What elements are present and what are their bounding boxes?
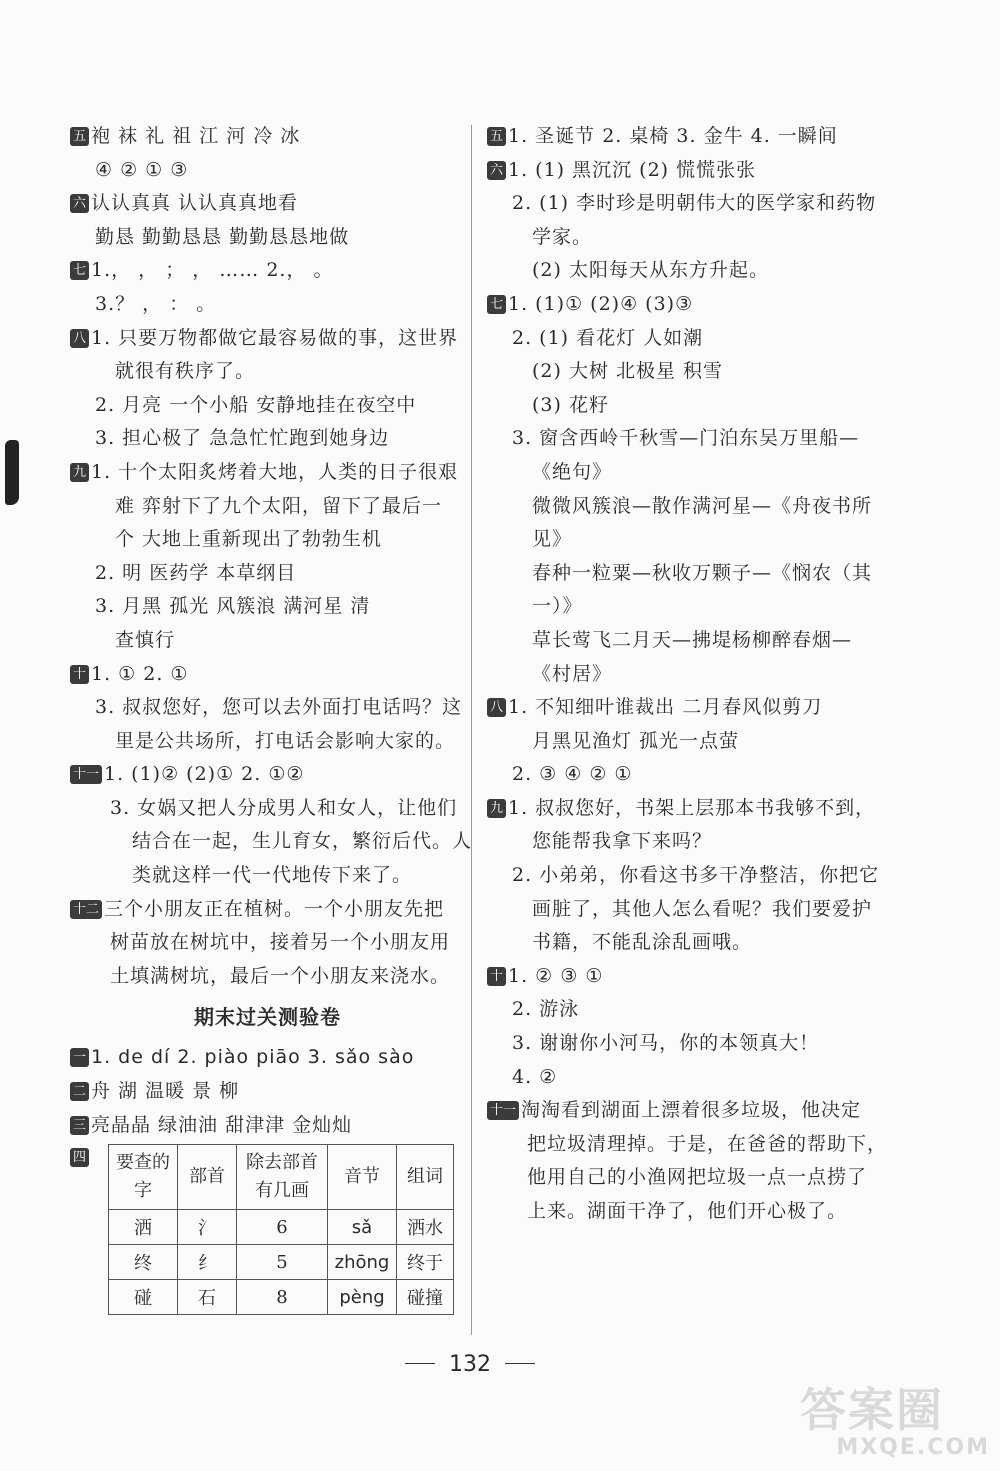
answer-line: 3.？ ， ： 。: [95, 292, 217, 315]
table-row: [109, 1210, 454, 1245]
answer-line: 2. (1) 看花灯 人如潮: [512, 326, 704, 349]
answer-line: 土填满树坑，最后一个小朋友来浇水。: [110, 964, 451, 987]
table-header-row: [109, 1145, 454, 1210]
table-header: 部首: [178, 1145, 237, 1210]
question-badge: 十: [70, 665, 89, 684]
table-header: 要查的字: [109, 1145, 178, 1210]
section-title: 期末过关测验卷: [194, 1005, 341, 1030]
radical-table: [108, 1144, 454, 1315]
answer-line: 六 认认真真 认认真真地看: [70, 187, 465, 221]
answer-line: 十二 三个小朋友正在植树。一个小朋友先把: [70, 893, 465, 927]
question-badge: 九: [487, 799, 506, 818]
answer-line: 上来。湖面干净了，他们开心极了。: [527, 1200, 848, 1222]
answer-line: 七 1. (1)① (2)④ (3)③: [487, 288, 927, 322]
answer-line: (2) 太阳每天从东方升起。: [532, 259, 769, 282]
answer-line: 一 1. de dí 2. piào piāo 3. sǎo sào: [70, 1041, 465, 1075]
question-badge: 六: [487, 161, 506, 180]
answer-line: 树苗放在树坑中，接着另一个小朋友用: [110, 931, 451, 954]
answer-line: 3. 月黑 孤光 风簇浪 满河星 清: [95, 595, 371, 618]
answer-line: 把垃圾清理掉。于是，在爸爸的帮助下，: [527, 1132, 888, 1155]
answer-line: 3. 窗含西岭千秋雪—门泊东吴万里船—: [512, 427, 860, 450]
question-badge: 八: [70, 329, 89, 348]
answer-line: 六 1. (1) 黑沉沉 (2) 慌慌张张: [487, 154, 927, 188]
answer-line: 书籍，不能乱涂乱画哦。: [532, 931, 753, 954]
table-cell: 纟: [178, 1245, 237, 1280]
page-number: 132: [0, 1352, 940, 1377]
answer-line: 他用自己的小渔网把垃圾一点一点捞了: [527, 1166, 868, 1189]
column-divider: [471, 125, 472, 1335]
question-badge: 七: [70, 261, 89, 280]
question-badge: 六: [70, 194, 89, 213]
question-badge: 十一: [70, 765, 102, 784]
answer-line: 八 1. 只要万物都做它最容易做的事，这世界: [70, 322, 465, 356]
answer-line: (3) 花籽: [532, 393, 609, 416]
table-cell: 洒水: [397, 1210, 454, 1245]
answer-line: 2. 游泳: [512, 998, 580, 1021]
answer-line: 3. 叔叔您好，您可以去外面打电话吗？这: [95, 696, 463, 719]
answer-line: 个 大地上重新现出了勃勃生机: [115, 528, 383, 551]
answer-line: 九 1. 十个太阳炙烤着大地，人类的日子很艰: [70, 456, 465, 490]
question-badge: 七: [487, 295, 506, 314]
answer-line: 一）》: [532, 595, 583, 618]
answer-line: (2) 大树 北极星 积雪: [532, 360, 724, 383]
question-badge: 一: [70, 1048, 89, 1067]
page-number-dash: [505, 1363, 535, 1365]
answer-line: 勤恳 勤勤恳恳 勤勤恳恳地做: [95, 225, 350, 248]
table-row: [109, 1245, 454, 1280]
table-cell: 6: [237, 1210, 328, 1245]
left-column: [70, 120, 473, 1315]
answer-line: 查慎行: [115, 628, 176, 651]
question-4-block: [70, 1144, 465, 1315]
answer-line: 2. 月亮 一个小船 安静地挂在夜空中: [95, 393, 417, 416]
answer-line: 里是公共场所，打电话会影响大家的。: [115, 729, 456, 752]
answer-line: 3. 担心极了 急急忙忙跑到她身边: [95, 427, 390, 450]
table-cell: 5: [237, 1245, 328, 1280]
answer-line: 类就这样一代一代地传下来了。: [132, 864, 413, 887]
question-badge: 五: [70, 127, 89, 146]
answer-line: 3. 谢谢你小河马，你的本领真大！: [512, 1032, 820, 1055]
table-cell: 氵: [178, 1210, 237, 1245]
answer-line: 五 1. 圣诞节 2. 桌椅 3. 金牛 4. 一瞬间: [487, 120, 927, 154]
answer-line: 2. 小弟弟，你看这书多干净整洁，你把它: [512, 864, 880, 887]
answer-line: 春种一粒粟—秋收万颗子—《悯农（其: [532, 561, 873, 584]
answer-line: 2. (1) 李时珍是明朝伟大的医学家和药物: [512, 192, 877, 215]
answer-line: 草长莺飞二月天—拂堤杨柳醉春烟—: [532, 628, 853, 651]
answer-line: 十一 淘淘看到湖面上漂着很多垃圾，他决定: [487, 1094, 927, 1128]
ink-mark: [5, 440, 19, 505]
answer-line: 2. ③ ④ ② ①: [512, 763, 633, 786]
question-badge: 九: [70, 463, 89, 482]
table-cell: 石: [178, 1280, 237, 1315]
table-cell: pèng: [328, 1280, 397, 1315]
answer-line: 三 亮晶晶 绿油油 甜津津 金灿灿: [70, 1109, 465, 1143]
answer-line: 3. 女娲又把人分成男人和女人，让他们: [110, 796, 458, 819]
answer-line: 2. 明 医药学 本草纲目: [95, 561, 297, 584]
right-column: [487, 120, 927, 1229]
table-cell: 碰撞: [397, 1280, 454, 1315]
answer-line: 画脏了，其他人怎么看呢？我们要爱护: [532, 897, 873, 920]
question-badge: 八: [487, 698, 506, 717]
answer-line: ④ ② ① ③: [95, 158, 189, 181]
answer-line: 八 1. 不知细叶谁裁出 二月春风似剪刀: [487, 691, 927, 725]
answer-line: 十 1. ② ③ ①: [487, 960, 927, 994]
answer-line: 十 1. ① 2. ①: [70, 658, 465, 692]
answer-line: 您能帮我拿下来吗？: [532, 830, 713, 853]
table-header: 音节: [328, 1145, 397, 1210]
question-badge: 三: [70, 1116, 89, 1135]
answer-line: 《绝句》: [532, 460, 613, 483]
question-badge: 十一: [487, 1101, 519, 1120]
table-cell: 终: [109, 1245, 178, 1280]
page-number-dash: [405, 1363, 435, 1365]
question-badge: 十二: [70, 900, 102, 919]
answer-line: 微微风簇浪—散作满河星—《舟夜书所: [532, 494, 873, 517]
answer-line: 《村居》: [532, 662, 613, 685]
answer-line: 二 舟 湖 温暖 景 柳: [70, 1075, 465, 1109]
answer-line: 就很有秩序了。: [115, 360, 256, 383]
answer-line: 难 弈射下了九个太阳，留下了最后一: [115, 494, 443, 517]
answer-line: 月黑见渔灯 孤光一点萤: [532, 729, 740, 752]
answer-line: 七 1.， ， ； ， …… 2.， 。: [70, 254, 465, 288]
question-badge: 四: [70, 1148, 89, 1167]
question-badge: 二: [70, 1082, 89, 1101]
table-header: 组词: [397, 1145, 454, 1210]
watermark-logo: 答案圈 MXQE.COM: [800, 1383, 990, 1460]
table-cell: zhōng: [328, 1245, 397, 1280]
question-badge: 五: [487, 127, 506, 146]
answer-line: 结合在一起，生儿育女，繁衍后代。人: [132, 830, 473, 853]
answer-line: 九 1. 叔叔您好，书架上层那本书我够不到，: [487, 792, 927, 826]
table-cell: sǎ: [328, 1210, 397, 1245]
answer-line: 4. ②: [512, 1065, 558, 1088]
table-cell: 碰: [109, 1280, 178, 1315]
table-cell: 洒: [109, 1210, 178, 1245]
answer-line: 见》: [532, 528, 573, 551]
table-header: 除去部首有几画: [237, 1145, 328, 1210]
question-badge: 十: [487, 967, 506, 986]
answer-line: 学家。: [532, 225, 593, 248]
answer-line: 十一 1. (1)② (2)① 2. ①②: [70, 758, 465, 792]
table-cell: 8: [237, 1280, 328, 1315]
table-row: [109, 1280, 454, 1315]
table-cell: 终于: [397, 1245, 454, 1280]
answer-line: 五 袍 袜 礼 祖 江 河 冷 冰: [70, 120, 465, 154]
